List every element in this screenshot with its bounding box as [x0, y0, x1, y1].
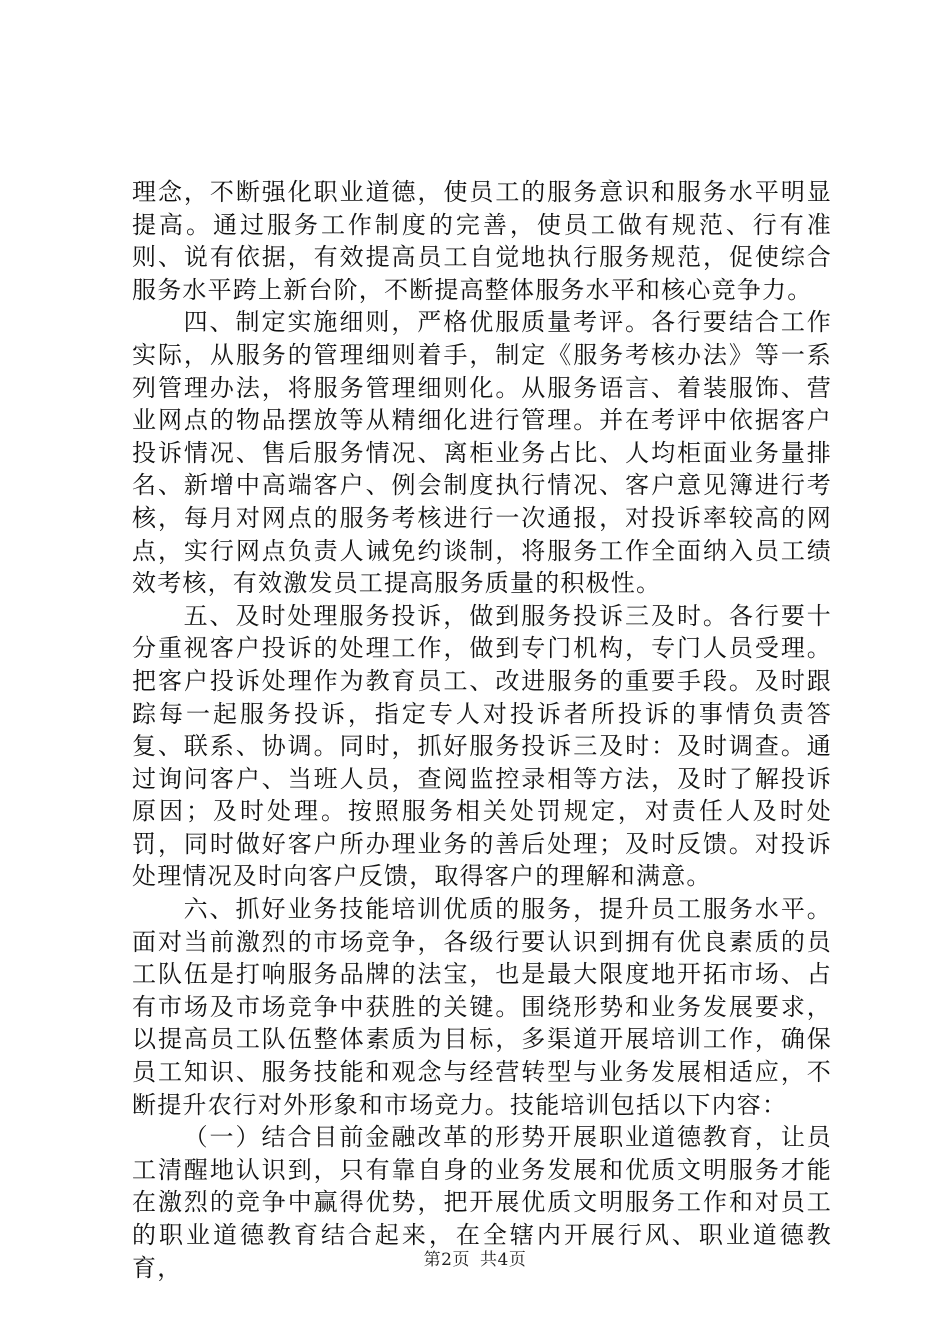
paragraph-continuation: 理念，不断强化职业道德，使员工的服务意识和服务水平明显提高。通过服务工作制度的完善，使员工做有规范、行有准则、说有依据，有效提高员工自觉地执行服务规范，促使综合服务水平跨上新台阶，不断提高整体服务水平和核心竞争力。: [132, 178, 832, 304]
paragraph-section-five: 五、及时处理服务投诉，做到服务投诉三及时。各行要十分重视客户投诉的处理工作，做到专门机构，专门人员受理。把客户投诉处理作为教育员工、改进服务的重要手段。及时跟踪每一起服务投诉，指定专人对投诉者所投诉的事情负责答复、联系、协调。同时，抓好服务投诉三及时：及时调查。通过询问客户、当班人员，查阅监控录相等方法，及时了解投诉原因；及时处理。按照服务相关处罚规定，对责任人及时处罚，同时做好客户所办理业务的善后处理；及时反馈。对投诉处理情况及时向客户反馈，取得客户的理解和满意。: [132, 601, 832, 891]
paragraph-subsection-one: （一）结合目前金融改革的形势开展职业道德教育，让员工清醒地认识到，只有靠自身的业务发展和优质文明服务才能在激烈的竞争中赢得优势，把开展优质文明服务工作和对员工的职业道德教育结合起来，在全辖内开展行风、职业道德教育，: [132, 1123, 832, 1282]
document-body: [132, 176, 832, 1284]
page-number: 第2页: [423, 1250, 470, 1270]
page-footer: [0, 1245, 950, 1270]
page-total: 共4页: [480, 1250, 527, 1270]
paragraph-section-four: 四、制定实施细则，严格优服质量考评。各行要结合工作实际，从服务的管理细则着手，制定《服务考核办法》等一系列管理办法，将服务管理细则化。从服务语言、着装服饰、营业网点的物品摆放等从精细化进行管理。并在考评中依据客户投诉情况、售后服务情况、离柜业务占比、人均柜面业务量排名、新增中高端客户、例会制度执行情况、客户意见簿进行考核，每月对网点的服务考核进行一次通报，对投诉率较高的网点，实行网点负责人诫免约谈制，将服务工作全面纳入员工绩效考核，有效激发员工提高服务质量的积极性。: [132, 308, 832, 598]
paragraph-section-six: 六、抓好业务技能培训优质的服务，提升员工服务水平。面对当前激烈的市场竞争，各级行要认识到拥有优良素质的员工队伍是打响服务品牌的法宝，也是最大限度地开拓市场、占有市场及市场竞争中获胜的关键。围绕形势和业务发展要求，以提高员工队伍整体素质为目标，多渠道开展培训工作，确保员工知识、服务技能和观念与经营转型与业务发展相适应，不断提升农行对外形象和市场竞力。技能培训包括以下内容：: [132, 895, 832, 1119]
